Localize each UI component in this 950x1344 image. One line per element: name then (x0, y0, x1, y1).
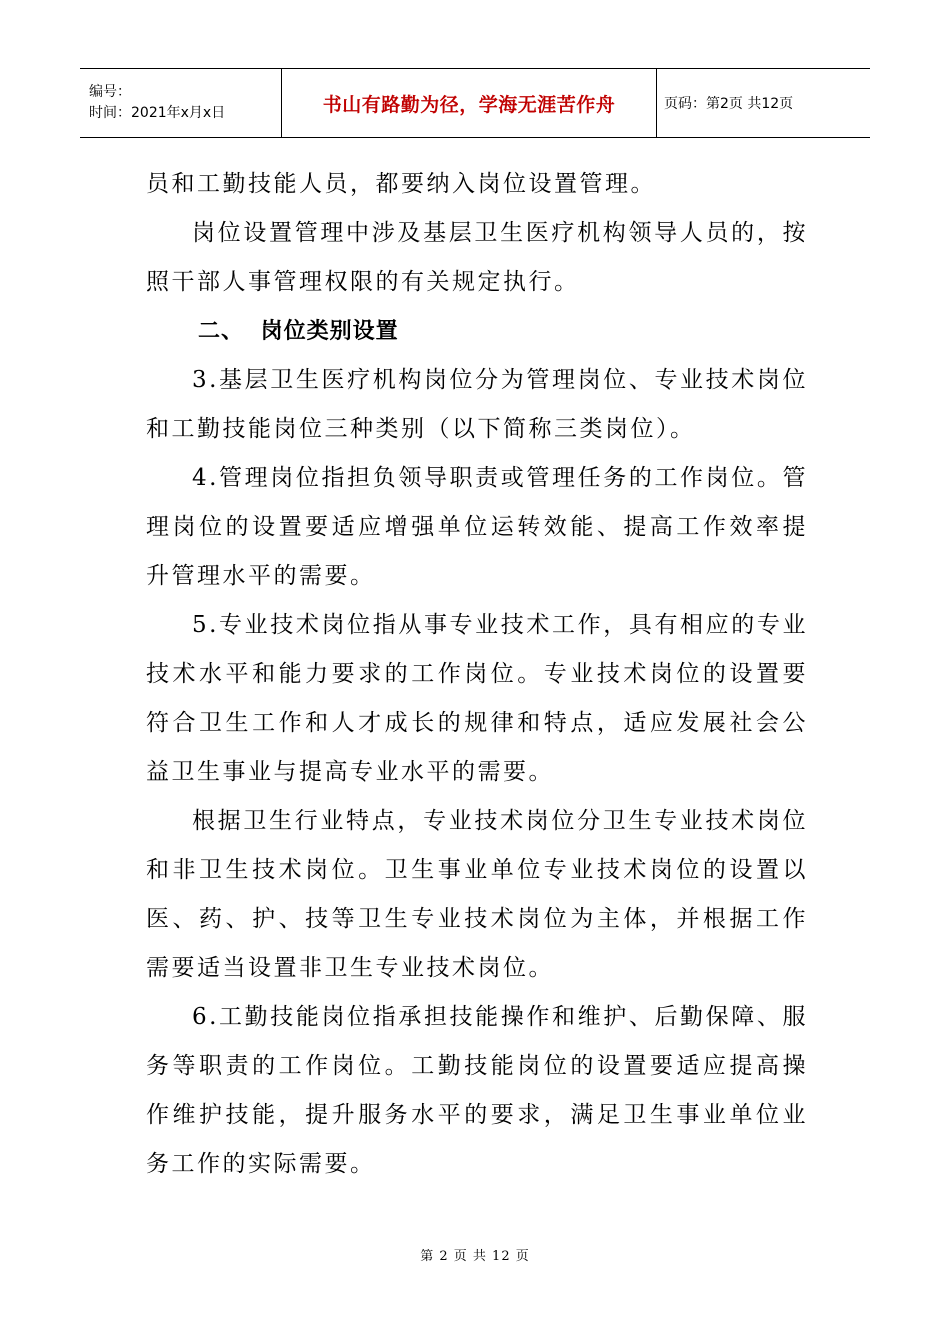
paragraph-health-specialty: 根据卫生行业特点，专业技术岗位分卫生专业技术岗位和非卫生技术岗位。卫生事业单位专业技术岗位的设置以医、药、护、技等卫生专业技术岗位为主体，并根据工作需要适当设置非卫生专业技术岗位。 (146, 808, 808, 981)
paragraph-item-4: 4.管理岗位指担负领导职责或管理任务的工作岗位。管理岗位的设置要适应增强单位运转效能、提高工作效率提升管理水平的需要。 (146, 465, 808, 589)
page-header (80, 68, 870, 138)
document-body (146, 160, 808, 1189)
header-motto: 书山有路勤为径，学海无涯苦作舟 (322, 93, 616, 116)
paragraph-leadership: 岗位设置管理中涉及基层卫生医疗机构领导人员的，按照干部人事管理权限的有关规定执行。 (146, 220, 808, 295)
paragraph-item-5: 5.专业技术岗位指从事专业技术工作，具有相应的专业技术水平和能力要求的工作岗位。专业技术岗位的设置要符合卫生工作和人才成长的规律和特点，适应发展社会公益卫生事业与提高专业水平的需要。 (146, 612, 808, 785)
section-heading: 二、 岗位类别设置 (198, 319, 399, 344)
header-motto-cell (281, 69, 657, 137)
paragraph-item-3: 3.基层卫生医疗机构岗位分为管理岗位、专业技术岗位和工勤技能岗位三种类别（以下简称三类岗位）。 (146, 367, 808, 442)
document-date: 时间：2021年x月x日 (89, 105, 226, 121)
paragraph-item-6: 6.工勤技能岗位指承担技能操作和维护、后勤保障、服务等职责的工作岗位。工勤技能岗位的设置要适应提高操作维护技能，提升服务水平的要求，满足卫生事业单位业务工作的实际需要。 (146, 1004, 808, 1177)
header-page-info-cell (657, 69, 870, 137)
page-footer: 第 2 页 共 12 页 (420, 1249, 530, 1264)
header-meta (80, 69, 281, 137)
document-number-label: 编号： (89, 84, 131, 100)
paragraph-continuation: 员和工勤技能人员，都要纳入岗位设置管理。 (146, 171, 656, 197)
header-page-info: 页码：第2页 共12页 (664, 96, 794, 112)
